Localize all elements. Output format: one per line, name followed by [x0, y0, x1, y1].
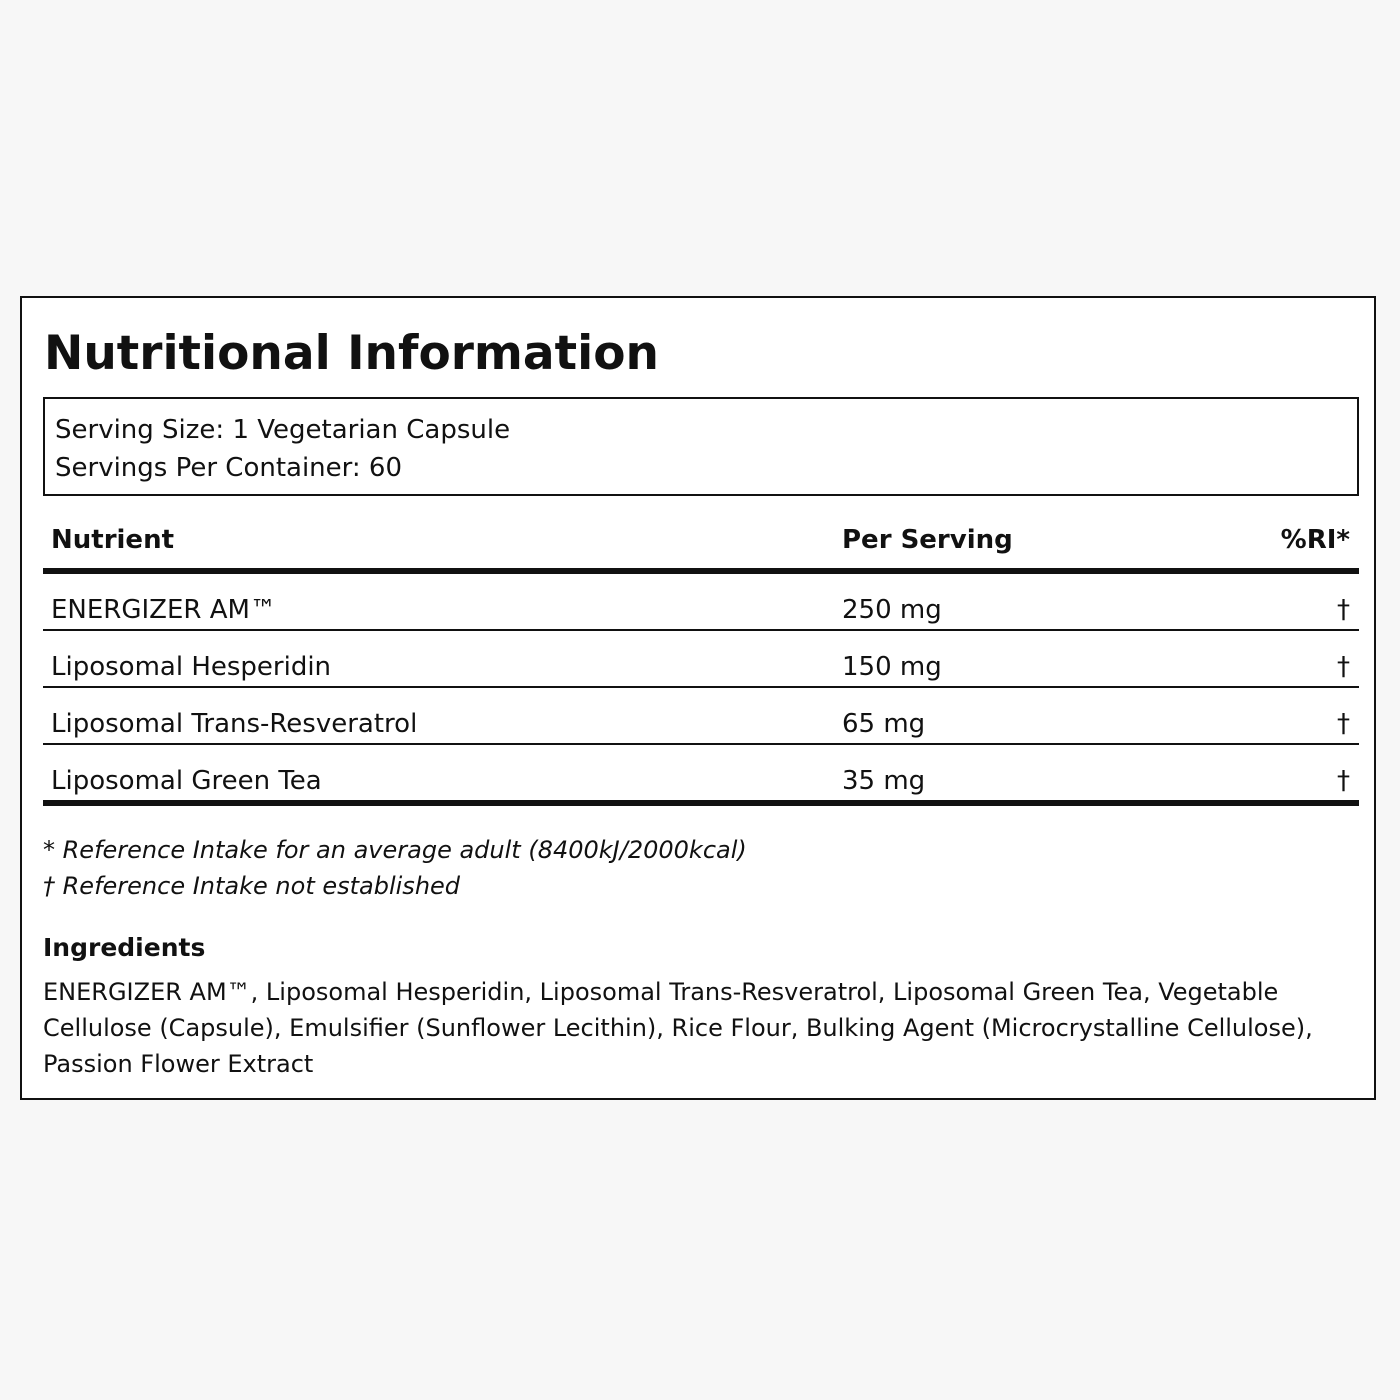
table-row	[43, 631, 1359, 688]
nutrient-amount: 150 mg	[842, 652, 942, 682]
nutrient-amount: 65 mg	[842, 709, 926, 739]
serving-size: Serving Size: 1 Vegetarian Capsule	[55, 415, 511, 445]
footnotes	[43, 832, 1359, 904]
nutrient-name: Liposomal Hesperidin	[51, 652, 332, 682]
nutrient-amount: 35 mg	[842, 766, 926, 796]
footnote-not-established: † Reference Intake not established	[43, 872, 461, 900]
table-row	[43, 574, 1359, 631]
column-header-ri: %RI*	[1280, 525, 1350, 555]
footnote-reference-intake: * Reference Intake for an average adult (8400kJ/2000kcal)	[43, 836, 747, 864]
serving-info-box	[43, 397, 1359, 496]
table-body	[43, 574, 1359, 806]
nutrient-name: Liposomal Trans-Resveratrol	[51, 709, 418, 739]
ingredients-text: ENERGIZER AM™, Liposomal Hesperidin, Liposomal Trans-Resveratrol, Liposomal Green Tea, Vegetable Cellulose (Capsule), Emulsifier (Sunflower Lecithin), Rice Flour, Bulking Agent (Microcrystalline Cellulose), Passion Flower Extract	[43, 978, 1313, 1078]
nutrient-ri: †	[1337, 652, 1350, 682]
nutrient-ri: †	[1337, 595, 1350, 625]
table-row	[43, 745, 1359, 800]
nutrient-amount: 250 mg	[842, 595, 942, 625]
nutrition-label-panel	[20, 296, 1376, 1100]
column-header-per-serving: Per Serving	[842, 525, 1013, 555]
nutrient-ri: †	[1337, 709, 1350, 739]
servings-per-container: Servings Per Container: 60	[55, 453, 403, 483]
label-title: Nutritional Information	[44, 326, 659, 381]
nutrient-ri: †	[1337, 766, 1350, 796]
nutrient-name: Liposomal Green Tea	[51, 766, 322, 796]
table-row	[43, 688, 1359, 745]
column-header-nutrient: Nutrient	[51, 525, 175, 555]
nutrient-name: ENERGIZER AM™	[51, 595, 276, 625]
ingredients-heading: Ingredients	[43, 933, 206, 962]
nutrient-table	[43, 518, 1359, 806]
table-header	[43, 518, 1359, 574]
